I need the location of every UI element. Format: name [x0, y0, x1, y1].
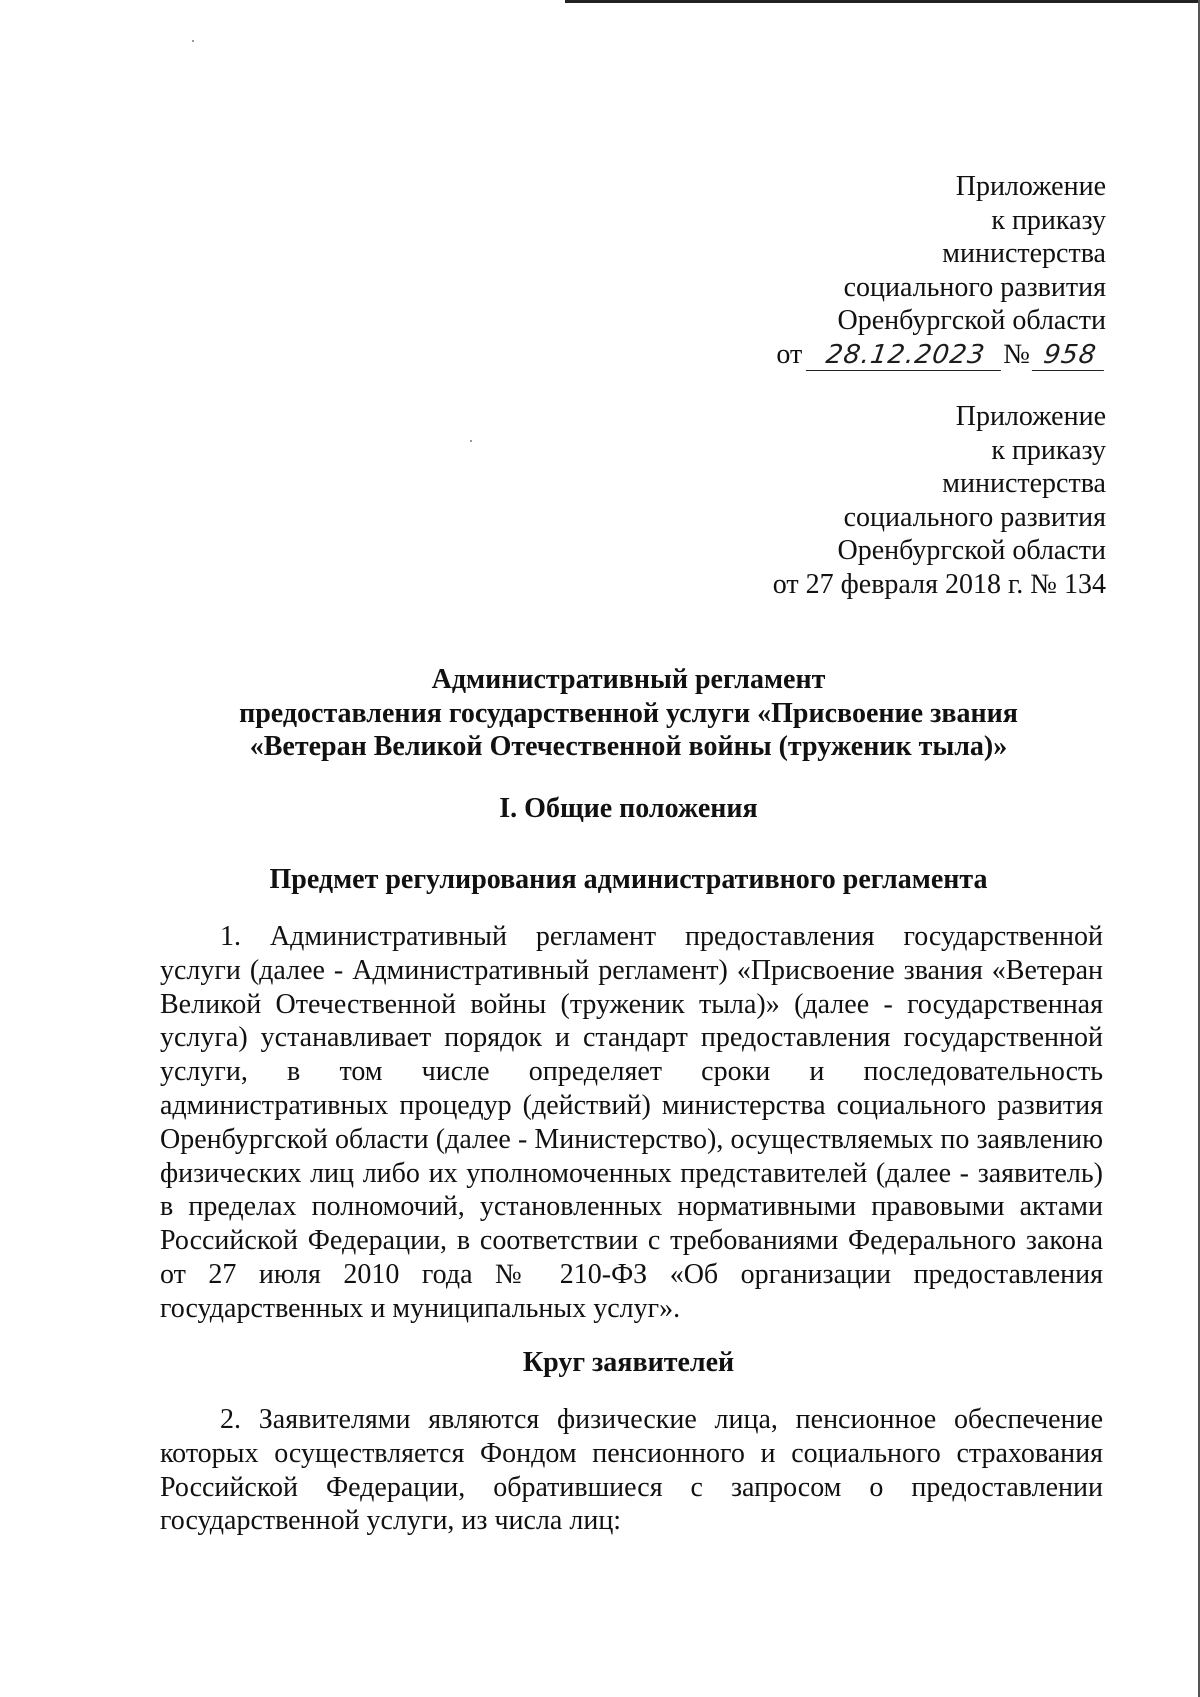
- section-heading-applicants: Круг заявителей: [522, 1347, 735, 1378]
- annex-line: Оренбургской области: [837, 305, 1106, 336]
- paragraph-2: [160, 1403, 1103, 1538]
- annex-line: социального развития: [843, 501, 1106, 533]
- paragraph-text: 1. Административный регламент предоставления государственной услуги (далее - Административный регламент) «Присвоение звания «Ветеран Великой Отечественной войны (труженик тыла)» (далее - государственная услуга) устанавливает порядок и стандарт предоставления государственной услуги, в том числе определяет сроки и последовательность административных процедур (действий) министерства социального развития Оренбургской области (далее - Министерство), осуществляемых по заявлению физических лиц либо их уполномоченных представителей (далее - заявитель) в пределах полномочий, установленных нормативными правовыми актами Российской Федерации, в соответствии с требованиями Федерального закона от 27 июля 2010 года № 210-ФЗ «Об организации предоставления государственных и муниципальных услуг».: [160, 921, 1103, 1324]
- annex-block-current: [776, 170, 1106, 371]
- section-heading-general: I. Общие положения: [499, 793, 758, 824]
- annex-line: Приложение: [955, 171, 1106, 202]
- number-label: №: [1003, 338, 1030, 370]
- annex-block-original: [773, 400, 1106, 601]
- annex-line: социального развития: [843, 271, 1106, 303]
- annex-line: министерства: [942, 238, 1106, 269]
- annex-line: к приказу: [991, 204, 1106, 236]
- handwritten-date: 28.12.2023: [806, 340, 1005, 371]
- handwritten-number: 958: [1032, 340, 1108, 371]
- title-line: Административный регламент: [431, 664, 826, 695]
- section-heading-subject: Предмет регулирования административного регламента: [269, 864, 988, 895]
- scan-speck: [192, 40, 194, 42]
- date-prefix: от: [776, 338, 803, 370]
- annex-line: Приложение: [955, 401, 1106, 432]
- annex-line: Оренбургской области: [837, 535, 1106, 566]
- title-line: «Ветеран Великой Отечественной войны (труженик тыла)»: [249, 731, 1008, 762]
- paragraph-1: [160, 920, 1103, 1326]
- scan-edge-top: [565, 0, 1200, 3]
- annex-line: министерства: [942, 468, 1106, 499]
- paragraph-text: 2. Заявителями являются физические лица, пенсионное обеспечение которых осуществляется Фондом пенсионного и социального страхования Российской Федерации, обратившиеся с запросом о предоставлении государственной услуги, из числа лиц:: [160, 1404, 1103, 1537]
- document-title: [150, 663, 1107, 764]
- title-line: предоставления государственной услуги «Присвоение звания: [239, 697, 1018, 729]
- annex-line: к приказу: [991, 434, 1106, 466]
- annex-date-row: [776, 338, 1106, 372]
- annex-line: от 27 февраля 2018 г. № 134: [772, 568, 1106, 600]
- scan-speck: [470, 440, 472, 442]
